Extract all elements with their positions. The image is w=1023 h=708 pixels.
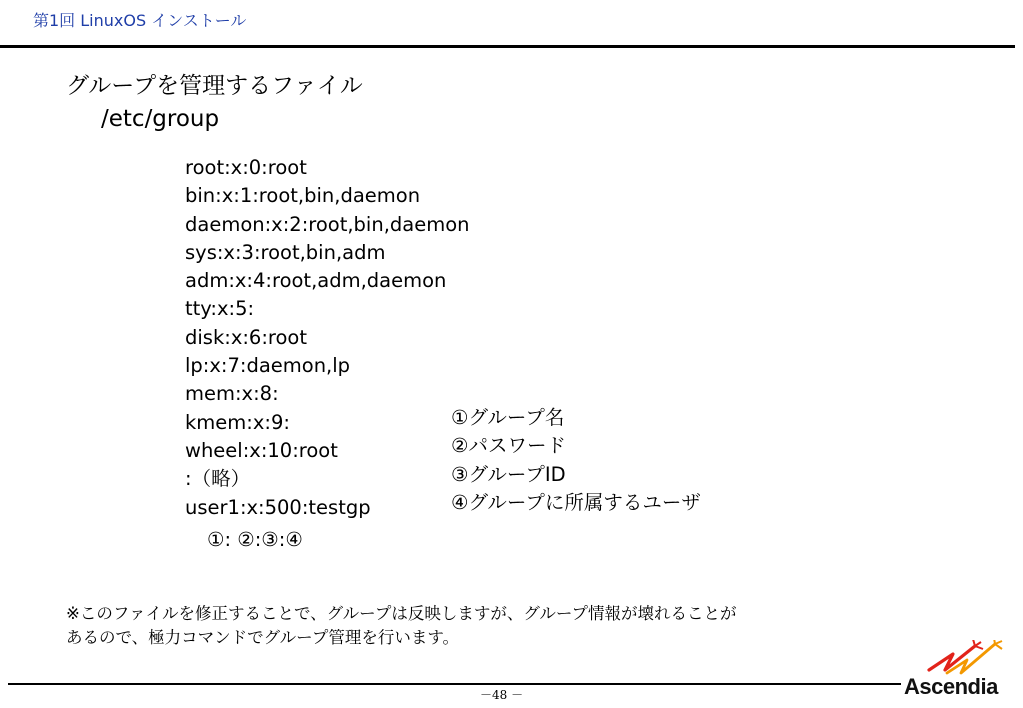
group-line: tty:x:5:: [185, 297, 255, 321]
note-line: あるので、極力コマンドでグループ管理を行います。: [66, 628, 460, 647]
group-line: :（略）: [185, 467, 251, 491]
group-line: kmem:x:9:: [185, 410, 290, 434]
legend-item: ②パスワード: [451, 434, 566, 458]
header-title: 第1回 LinuxOS インストール: [33, 11, 247, 30]
group-line: bin:x:1:root,bin,daemon: [185, 184, 421, 208]
field-legend: [451, 404, 701, 517]
ascendia-logo-icon: [923, 640, 1003, 676]
group-line: adm:x:4:root,adm,daemon: [185, 269, 447, 293]
group-line: mem:x:8:: [185, 382, 279, 406]
logo-text: Ascendia: [904, 674, 998, 699]
legend-item: ④グループに所属するユーザ: [451, 490, 701, 514]
group-line: lp:x:7:daemon,lp: [185, 354, 351, 378]
ascendia-logo: [895, 640, 1015, 702]
legend-item: ①グループ名: [451, 406, 565, 429]
page-number: －48 －: [480, 688, 524, 702]
group-line: sys:x:3:root,bin,adm: [185, 240, 386, 264]
note: [66, 602, 737, 650]
field-markers: ①: ②:③:④: [207, 528, 303, 551]
legend-item: ③グループID: [451, 462, 566, 486]
group-line: wheel:x:10:root: [185, 438, 338, 462]
group-file-content: [185, 154, 470, 522]
footer-divider: [8, 683, 901, 685]
group-line: root:x:0:root: [185, 156, 307, 179]
group-line: disk:x:6:root: [185, 325, 307, 349]
header-divider: [0, 45, 1015, 48]
group-line: daemon:x:2:root,bin,daemon: [185, 212, 470, 236]
file-path: /etc/group: [101, 106, 220, 132]
slide-title: グループを管理するファイル: [66, 73, 363, 99]
note-line: ※このファイルを修正することで、グループは反映しますが、グループ情報が壊れることが: [66, 604, 737, 623]
group-line: user1:x:500:testgp: [185, 495, 371, 519]
